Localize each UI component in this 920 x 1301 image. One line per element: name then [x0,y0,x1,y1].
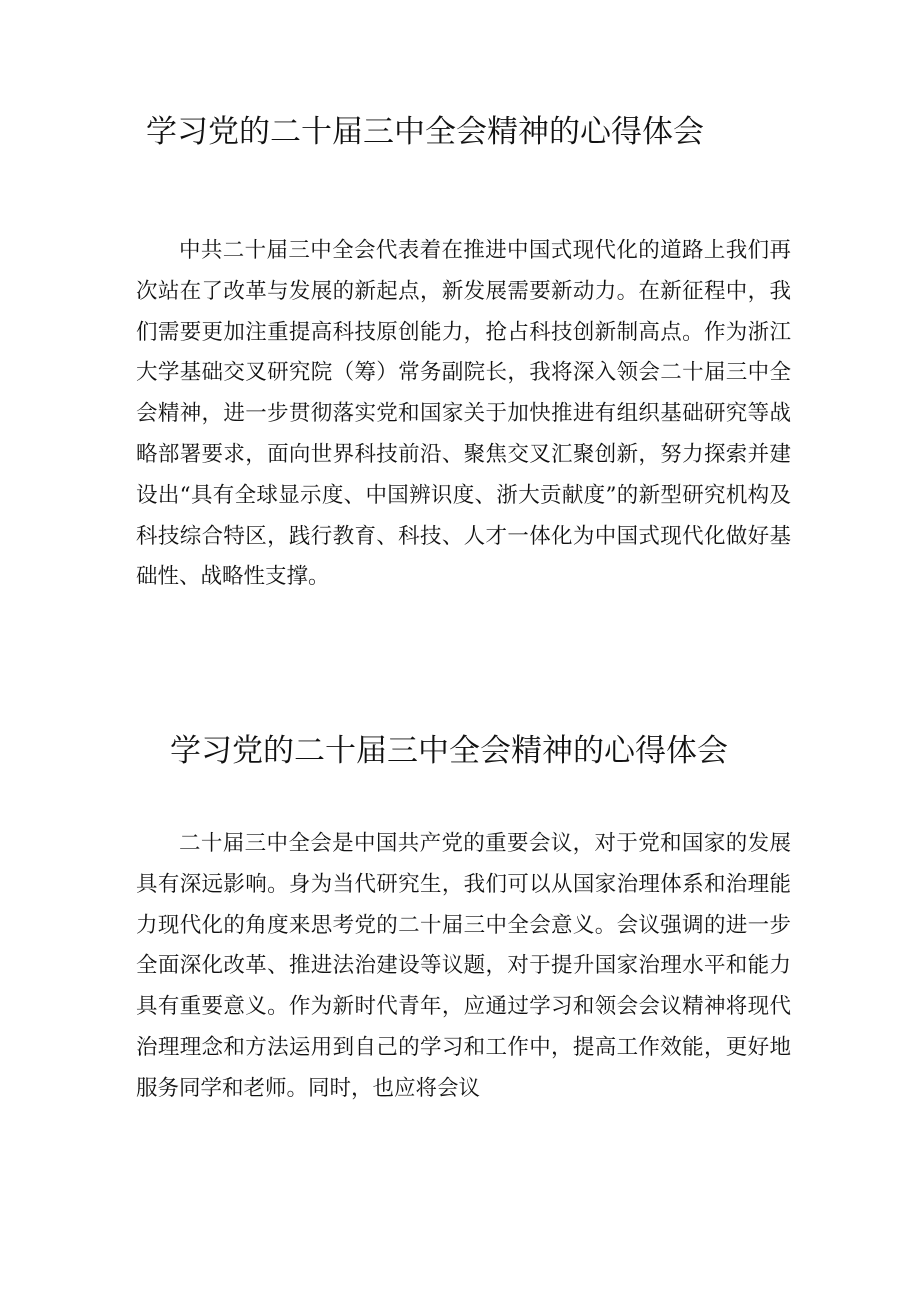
section-1-paragraph: 中共二十届三中全会代表着在推进中国式现代化的道路上我们再次站在了改革与发展的新起点，新发展需要新动力。在新征程中，我们需要更加注重提高科技原创能力，抢占科技创新制高点。作为浙江大学基础交叉研究院（筹）常务副院长，我将深入领会二十届三中全会精神，进一步贯彻落实党和国家关于加快推进有组织基础研究等战略部署要求，面向世界科技前沿、聚焦交叉汇聚创新，努力探索并建设出“具有全球显示度、中国辨识度、浙大贡献度”的新型研究机构及科技综合特区，践行教育、科技、人才一体化为中国式现代化做好基础性、战略性支撑。 [136,238,791,590]
section-1-title: 学习党的二十届三中全会精神的心得体会 [146,114,704,150]
section-2-paragraph: 二十届三中全会是中国共产党的重要会议，对于党和国家的发展具有深远影响。身为当代研究生，我们可以从国家治理体系和治理能力现代化的角度来思考党的二十届三中全会意义。会议强调的进一步全面深化改革、推进法治建设等议题，对于提升国家治理水平和能力具有重要意义。作为新时代青年，应通过学习和领会会议精神将现代治理理念和方法运用到自己的学习和工作中，提高工作效能，更好地服务同学和老师。同时，也应将会议 [136,831,791,1101]
section-2-title: 学习党的二十届三中全会精神的心得体会 [170,733,728,769]
